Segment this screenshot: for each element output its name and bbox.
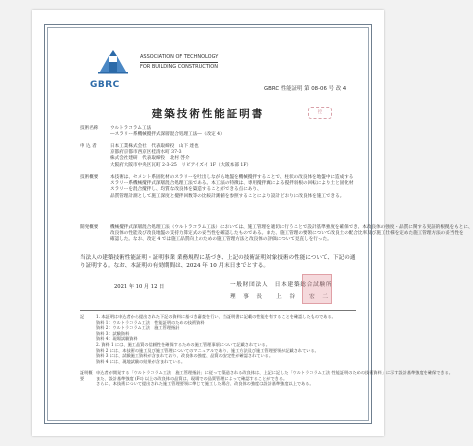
issue-date: 2021 年 10 月 12 日 bbox=[114, 284, 165, 290]
document-title: 建築技術性能証明書 bbox=[151, 108, 265, 120]
issuer-organization: 一般財団法人 日本建築総合試験所 bbox=[230, 282, 333, 288]
org-en-line-1: ASSOCIATION OF TECHNOLOGY bbox=[140, 54, 218, 63]
note-line: 2. 資料 1 には、施工品質の信頼性を確保するための施工管理事項について記載されている。 bbox=[96, 341, 270, 347]
certification-line: 機械攪拌式深層混合処理工法（ウルトラコラム工法）においては、施工管理を適切に行うことで設計基準強度を確保でき、本改良体の強度・品質に関する実証的根拠をもとに、 bbox=[110, 225, 473, 230]
field-value bbox=[110, 225, 473, 244]
section-divider bbox=[80, 310, 356, 311]
note-label: 証明概要 bbox=[80, 370, 93, 381]
note-line: 資料 2：ウルトラコラム工法 施工管理指針 bbox=[96, 325, 180, 331]
applicant-line: 日本工業株式会社 代表取締役 山下 達也 bbox=[110, 144, 199, 149]
applicant-line: 大阪府大阪市中央区瓦町 2-3-25 リビアイズイ 1F（大阪本部 1F） bbox=[110, 162, 252, 168]
note-line: さらに、本技術について提出された施工管理要領に準じて施工した場合、改良体の強度は設計基準強度以上である。 bbox=[96, 381, 314, 387]
note-label: 記 bbox=[80, 314, 85, 319]
note-line: 資料 2 には、本技術の施工及び施工管理についてのマニュアルであり、施工方法及び施工管理要領が記載されている。 bbox=[96, 347, 319, 353]
note-value bbox=[96, 314, 356, 364]
certification-line: 改良体の性能及び改良地盤の支持力算定式の妥当性を確認したものである。また、施工管理の要領について改良土の配合比率及び施工仕様を定めた施工管理方法の妥当性を bbox=[110, 231, 464, 237]
tech-name-line: ウルトラコラム工法 bbox=[110, 126, 152, 131]
overview-paragraph: 品質管理計測として施工深度と攪拌回数等の比較計測値を参照することにより設計どおりに改良体を施工できる。 bbox=[110, 193, 345, 199]
note-line: また、設計基準強度 (Fc) 以上の改良体の品質は、現場での品質管理によって確認することができる。 bbox=[96, 375, 288, 381]
applicant-line: 京都府京都市西京区桂清水町 37-3 bbox=[110, 150, 182, 156]
official-seal bbox=[302, 274, 332, 304]
field-value bbox=[110, 144, 356, 169]
tech-name-subtitle: ―スラリー系機械攪拌式深層混合処理工法―（改定 4） bbox=[110, 132, 225, 138]
field-label: 開発概要 bbox=[80, 225, 99, 230]
applicant-line: 株式会社建研 代表取締役 北村 啓介 bbox=[110, 156, 190, 162]
certificate-sheet bbox=[32, 10, 473, 436]
field-value bbox=[110, 175, 356, 200]
note-line: 資料 4：現場試験資料 bbox=[96, 336, 138, 342]
field-label: 申 込 者 bbox=[80, 144, 97, 149]
note-line: 資料 3：試験資料 bbox=[96, 330, 130, 336]
note-line: 申込者が開発する「ウルトラコラム工法 施工管理指針」に従って築造される改良体は、上記に記した「ウルトラコラム工法 性能証明のための技術資料」に示す設計基準強度を確保できる。 bbox=[96, 370, 453, 375]
note-line: 資料 3 には、試験施工資料が含まれており、改良体の強度、品質の安定性が確認されている。 bbox=[96, 353, 274, 359]
field-label: 技術名称 bbox=[80, 126, 99, 131]
certification-declaration: 当法人の建築技術性能証明・証明事業 業務規程に基づき、上記の技術証明対象技術の性能について、下記の通り証明する。なお、本証明の有効期間は、2024 年 10 月末日までとする。 bbox=[80, 255, 356, 270]
overview-paragraph: 本技術は、セメント系固化材のスラリーを吐出しながら地盤を機械攪拌することで、柱状の改良体を地盤中に造成するスラリー系機械攪拌式深層混合処理工法である。本工法の特徴は、専用攪拌翼による撹拌羽根の回転により土と固化材スラリーを混合攪拌し、均質な改良体を築造することができる点にあり、 bbox=[110, 175, 354, 193]
certification-line: 確認した。なお、改定 4 では施工品質向上のための施工管理方法と改良体の評価について見直しを行った。 bbox=[110, 237, 332, 243]
organization-english-name bbox=[140, 54, 218, 71]
org-en-line-2: FOR BUILDING CONSTRUCTION bbox=[140, 64, 218, 70]
gbrc-logo-icon bbox=[94, 48, 132, 78]
logo-wordmark: GBRC bbox=[90, 80, 120, 90]
field-label: 技術概要 bbox=[80, 175, 99, 180]
note-value bbox=[96, 370, 453, 387]
note-line: 1. 本証明は申込者から提出された下記の資料に基づき審査を行い、当証明書に記載の性能を有することを確認したものである。 bbox=[96, 314, 336, 319]
note-line: 資料 4 には、現地試験の結果が含まれている。 bbox=[96, 358, 186, 364]
copy-stamp: 控 bbox=[308, 107, 332, 119]
note-line: 資料 1：ウルトラコラム工法 性能証明のための技術資料 bbox=[96, 319, 205, 325]
certificate-number: GBRC 性能証明 第 08-06 号 改 4 bbox=[264, 86, 347, 92]
issuer-representative: 理 事 長 上 谷 宏 二 bbox=[230, 294, 329, 300]
field-value bbox=[110, 126, 356, 138]
